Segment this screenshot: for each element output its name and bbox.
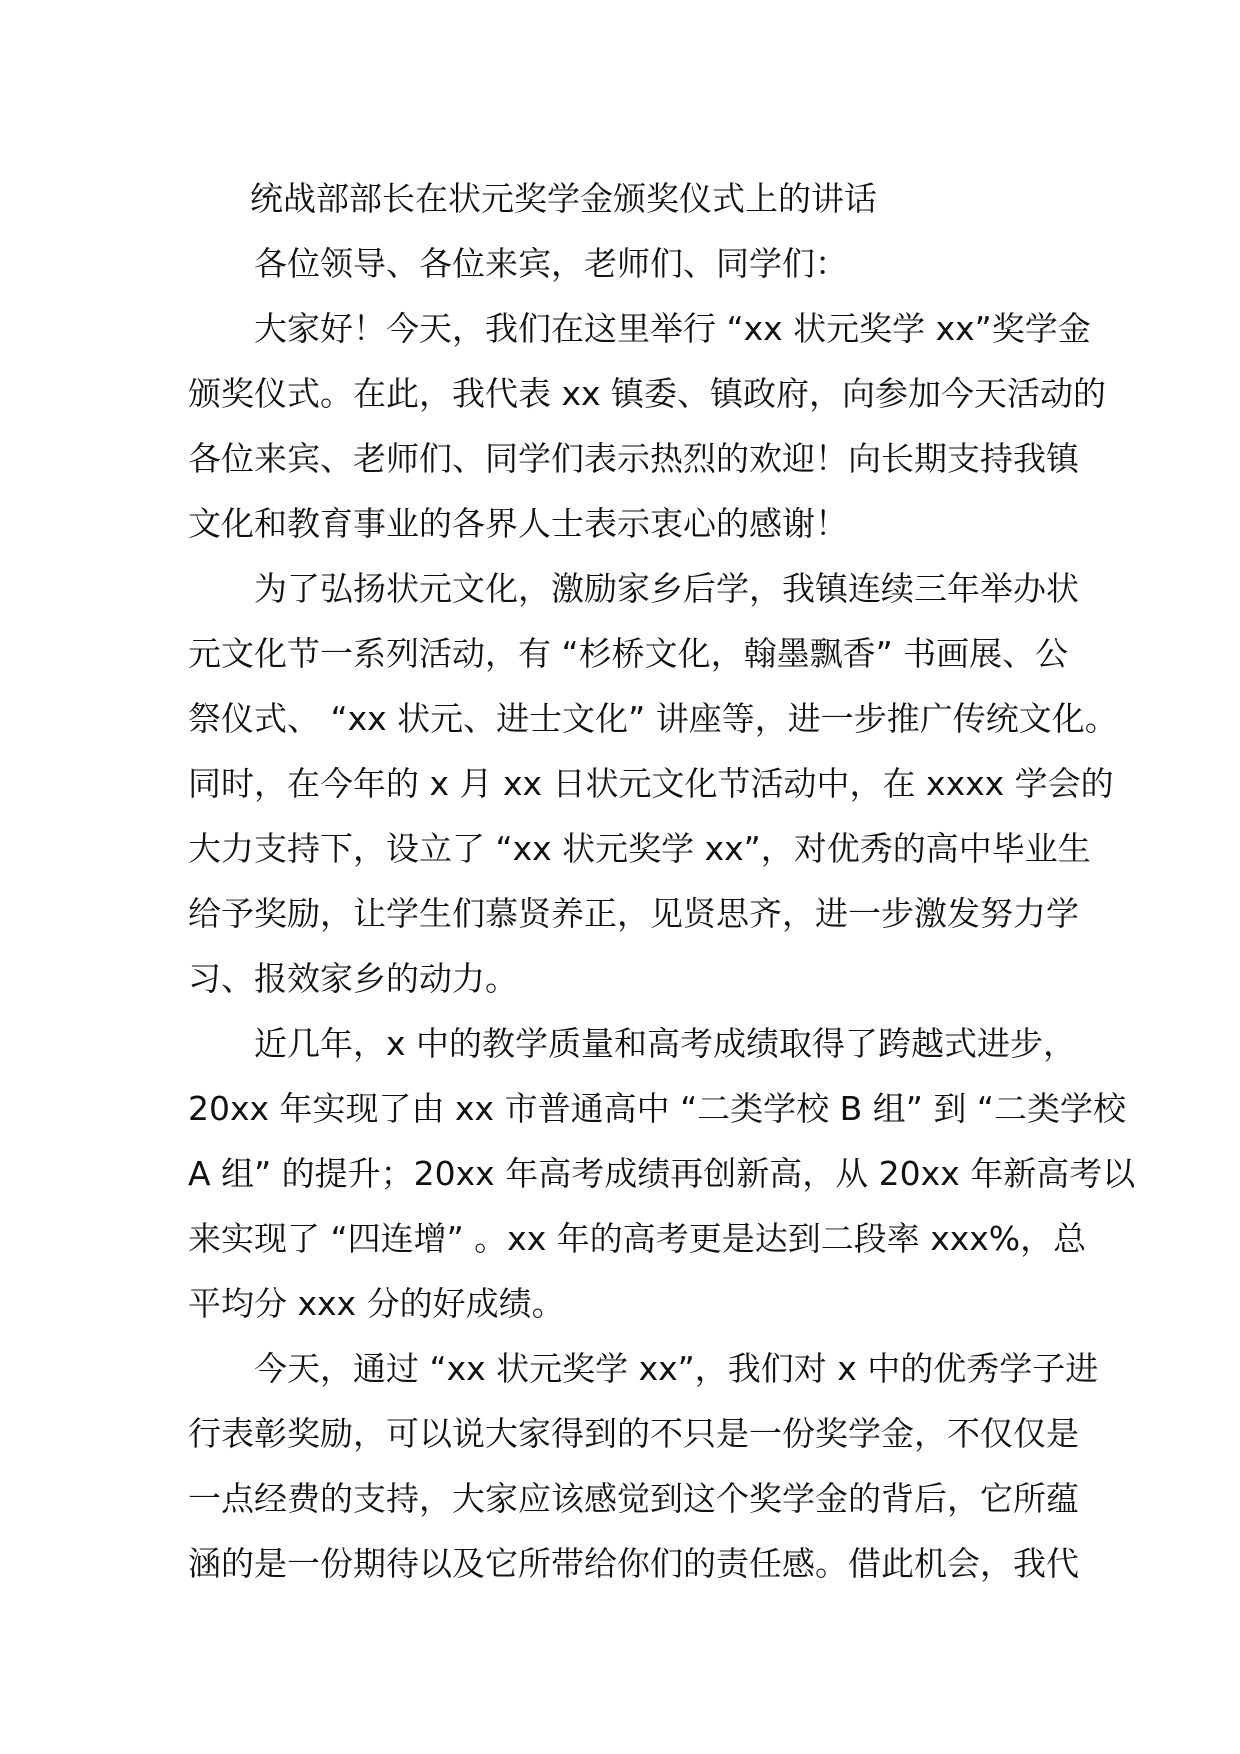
text-line: 习、报效家乡的动力。: [188, 959, 518, 998]
text-line: 近几年，x 中的教学质量和高考成绩取得了跨越式进步，: [254, 1024, 1077, 1063]
text-line: 同时，在今年的 x 月 xx 日状元文化节活动中，在 xxxx 学会的: [188, 764, 1114, 803]
text-line: 大家好！今天，我们在这里举行 “xx 状元奖学 xx”奖学金: [254, 309, 1091, 348]
text-line: 来实现了 “四连增” 。xx 年的高考更是达到二段率 xxx%，总: [188, 1219, 1087, 1258]
document-title: 统战部部长在状元奖学金颁奖仪式上的讲话: [250, 179, 877, 218]
document-body: [188, 166, 1136, 1596]
text-line: 文化和教育事业的各界人士表示衷心的感谢！: [188, 504, 848, 543]
text-line: 涵的是一份期待以及它所带给你们的责任感。借此机会，我代: [188, 1544, 1079, 1583]
text-line: 给予奖励，让学生们慕贤养正，见贤思齐，进一步激发努力学: [188, 894, 1079, 933]
text-line: 元文化节一系列活动，有 “杉桥文化，翰墨飘香” 书画展、公: [188, 634, 1069, 673]
document-lines: [188, 231, 1136, 1596]
text-line: 行表彰奖励，可以说大家得到的不只是一份奖学金，不仅仅是: [188, 1414, 1079, 1453]
text-line: 颁奖仪式。在此，我代表 xx 镇委、镇政府，向参加今天活动的: [188, 374, 1107, 413]
text-line: 大力支持下，设立了 “xx 状元奖学 xx”，对优秀的高中毕业生: [188, 829, 1091, 868]
text-line: 为了弘扬状元文化，激励家乡后学，我镇连续三年举办状: [254, 569, 1079, 608]
text-line: 祭仪式、 “xx 状元、进士文化” 讲座等，进一步推广传统文化。: [188, 699, 1118, 738]
text-line: 一点经费的支持，大家应该感觉到这个奖学金的背后，它所蕴: [188, 1479, 1079, 1518]
text-line: 平均分 xxx 分的好成绩。: [188, 1284, 565, 1323]
text-line: 各位来宾、老师们、同学们表示热烈的欢迎！向长期支持我镇: [188, 439, 1079, 478]
text-line: 20xx 年实现了由 xx 市普通高中 “二类学校 B 组” 到 “二类学校: [188, 1089, 1126, 1128]
text-line: 各位领导、各位来宾，老师们、同学们：: [254, 244, 848, 283]
text-line: A 组” 的提升；20xx 年高考成绩再创新高，从 20xx 年新高考以: [188, 1154, 1136, 1193]
text-line: 今天，通过 “xx 状元奖学 xx”，我们对 x 中的优秀学子进: [254, 1349, 1099, 1388]
